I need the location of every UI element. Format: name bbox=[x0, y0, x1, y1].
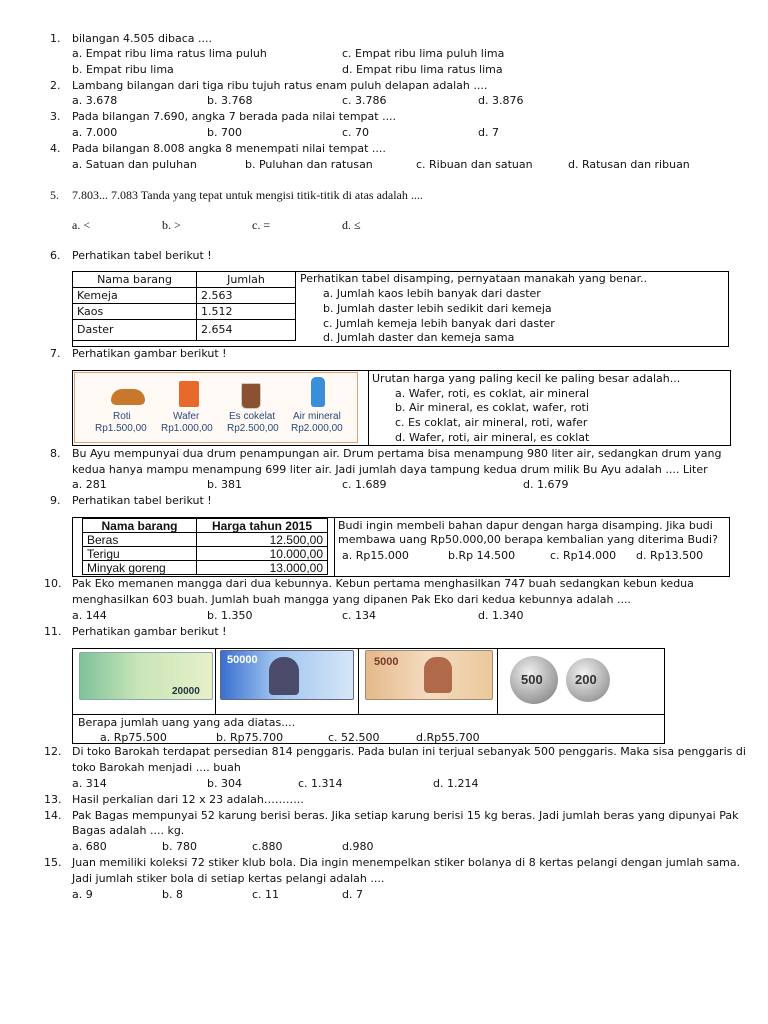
q9-cell: Minyak goreng bbox=[83, 561, 197, 575]
q5-option-b: b. > bbox=[162, 218, 181, 232]
q2-number: 2. bbox=[50, 79, 61, 92]
q5-option-d: d. ≤ bbox=[342, 218, 361, 232]
coin-200-label: 200 bbox=[575, 672, 597, 687]
q6-question: Perhatikan tabel disamping, pernyataan manakah yang benar.. bbox=[300, 272, 648, 285]
portrait-icon bbox=[424, 657, 452, 693]
q1-option-c: c. Empat ribu lima puluh lima bbox=[342, 47, 505, 60]
q4-text: Pada bilangan 8.008 angka 8 menempati nilai tempat .... bbox=[72, 142, 386, 155]
q8-option-b: b. 381 bbox=[207, 478, 242, 491]
q11-option-a: a. Rp75.500 bbox=[100, 731, 167, 744]
q3-option-d: d. 7 bbox=[478, 126, 499, 139]
q10-number: 10. bbox=[44, 577, 62, 590]
banknote-20000-label: 20000 bbox=[172, 686, 200, 697]
q10-text-line2: menghasilkan 603 buah. Jumlah buah mangga yang dipanen Pak Eko dari kedua kebunnya adalah .... bbox=[72, 593, 631, 606]
q6-cell: Kemeja bbox=[73, 288, 197, 304]
q12-text-line1: Di toko Barokah terdapat persedian 814 penggaris. Pada bulan ini terjual sebanyak 500 penggaris. Maka sisa penggaris di bbox=[72, 745, 746, 758]
q14-text-line1: Pak Bagas mempunyai 52 karung berisi beras. Jika setiap karung berisi 15 kg beras. Jadi jumlah beras yang dipunyai Pak bbox=[72, 809, 739, 822]
q4-option-c: c. Ribuan dan satuan bbox=[416, 158, 533, 171]
q7-price-picture bbox=[74, 372, 358, 443]
q7-option-c: c. Es coklat, air mineral, roti, wafer bbox=[395, 416, 588, 429]
q5-option-a: a. < bbox=[72, 218, 91, 232]
q11-question: Berapa jumlah uang yang ada diatas.... bbox=[78, 716, 296, 729]
item-name-chocolate: Es cokelat bbox=[229, 411, 276, 422]
q1-text: bilangan 4.505 dibaca .... bbox=[72, 32, 213, 45]
q9-cell: Beras bbox=[83, 533, 197, 547]
q11-row-divider bbox=[72, 714, 665, 715]
q11-option-b: b. Rp75.700 bbox=[216, 731, 284, 744]
q14-option-b: b. 780 bbox=[162, 840, 197, 853]
q4-option-b: b. Puluhan dan ratusan bbox=[245, 158, 373, 171]
q11-col-divider bbox=[497, 648, 498, 714]
q7-option-a: a. Wafer, roti, es coklat, air mineral bbox=[395, 387, 590, 400]
q9-option-b: b.Rp 14.500 bbox=[448, 549, 516, 562]
q9-option-a: a. Rp15.000 bbox=[342, 549, 409, 562]
q6-header-item: Nama barang bbox=[73, 272, 197, 288]
q2-text: Lambang bilangan dari tiga ribu tujuh ratus enam puluh delapan adalah .... bbox=[72, 79, 488, 92]
q14-option-c: c.880 bbox=[252, 840, 283, 853]
q9-option-c: c. Rp14.000 bbox=[550, 549, 617, 562]
q8-text-line2: kedua hanya mampu menampung 699 liter air. Jadi jumlah daya tampung kedua drum milik Bu Ayu adalah .... Liter bbox=[72, 463, 708, 476]
q7-number: 7. bbox=[50, 347, 61, 360]
q15-option-a: a. 9 bbox=[72, 888, 93, 901]
water-bottle-icon bbox=[311, 377, 325, 407]
q11-col-divider bbox=[215, 648, 216, 714]
q6-cell: 2.654 bbox=[197, 320, 296, 341]
q5-option-c: c. = bbox=[252, 218, 271, 232]
q8-number: 8. bbox=[50, 447, 61, 460]
item-name-wafer: Wafer bbox=[173, 411, 200, 422]
q9-divider bbox=[334, 517, 335, 577]
q6-cell: Kaos bbox=[73, 304, 197, 320]
q10-option-d: d. 1.340 bbox=[478, 609, 524, 622]
banknote-5000-label: 5000 bbox=[374, 656, 399, 668]
q15-number: 15. bbox=[44, 856, 62, 869]
q9-option-d: d. Rp13.500 bbox=[636, 549, 704, 562]
q6-cell: 2.563 bbox=[197, 288, 296, 304]
q12-number: 12. bbox=[44, 745, 62, 758]
q15-text-line1: Juan memiliki koleksi 72 stiker klub bola. Dia ingin menempelkan stiker bolanya di 8 kertas pelangi dengan jumlah sama. bbox=[72, 856, 741, 869]
q14-option-a: a. 680 bbox=[72, 840, 107, 853]
q6-text: Perhatikan tabel berikut ! bbox=[72, 249, 212, 262]
item-name-water: Air mineral bbox=[293, 411, 341, 422]
q5-number: 5. bbox=[50, 188, 59, 202]
q12-option-d: d. 1.214 bbox=[433, 777, 479, 790]
banknote-50000-label: 50000 bbox=[227, 654, 258, 666]
q10-option-c: c. 134 bbox=[342, 609, 377, 622]
q10-option-b: b. 1.350 bbox=[207, 609, 253, 622]
q9-cell: 12.500,00 bbox=[197, 533, 328, 547]
q15-option-d: d. 7 bbox=[342, 888, 363, 901]
q6-number: 6. bbox=[50, 249, 61, 262]
item-price-water: Rp2.000,00 bbox=[291, 423, 343, 434]
q2-option-b: b. 3.768 bbox=[207, 94, 253, 107]
q9-header-price: Harga tahun 2015 bbox=[197, 519, 328, 533]
q8-option-a: a. 281 bbox=[72, 478, 107, 491]
q12-option-a: a. 314 bbox=[72, 777, 107, 790]
q6-option-d: d. Jumlah daster dan kemeja sama bbox=[323, 331, 515, 344]
q1-option-a: a. Empat ribu lima ratus lima puluh bbox=[72, 47, 267, 60]
q10-option-a: a. 144 bbox=[72, 609, 107, 622]
q1-number: 1. bbox=[50, 32, 61, 45]
q9-cell: Terigu bbox=[83, 547, 197, 561]
q14-option-d: d.980 bbox=[342, 840, 374, 853]
q11-option-c: c. 52.500 bbox=[328, 731, 380, 744]
q10-text-line1: Pak Eko memanen mangga dari dua kebunnya. Kebun pertama menghasilkan 747 buah sedangkan kebun kedua bbox=[72, 577, 694, 590]
q9-cell: 13.000,00 bbox=[197, 561, 328, 575]
q6-option-c: c. Jumlah kemeja lebih banyak dari daster bbox=[323, 317, 555, 330]
coin-500-label: 500 bbox=[521, 672, 543, 687]
q11-number: 11. bbox=[44, 625, 62, 638]
q11-col-divider bbox=[358, 648, 359, 714]
q7-option-b: b. Air mineral, es coklat, wafer, roti bbox=[395, 401, 589, 414]
q11-text: Perhatikan gambar berikut ! bbox=[72, 625, 227, 638]
q9-header-item: Nama barang bbox=[83, 519, 197, 533]
q12-option-c: c. 1.314 bbox=[298, 777, 343, 790]
q2-option-d: d. 3.876 bbox=[478, 94, 524, 107]
q3-number: 3. bbox=[50, 110, 61, 123]
q9-cell: 10.000,00 bbox=[197, 547, 328, 561]
item-price-bread: Rp1.500,00 bbox=[95, 423, 147, 434]
bread-icon bbox=[111, 389, 145, 405]
q8-option-d: d. 1.679 bbox=[523, 478, 569, 491]
q9-table bbox=[82, 518, 328, 575]
q6-option-b: b. Jumlah daster lebih sedikit dari kemeja bbox=[323, 302, 552, 315]
q7-option-d: d. Wafer, roti, air mineral, es coklat bbox=[395, 431, 590, 444]
q9-number: 9. bbox=[50, 494, 61, 507]
item-name-bread: Roti bbox=[113, 411, 131, 422]
q9-question-line1: Budi ingin membeli bahan dapur dengan harga disamping. Jika budi bbox=[338, 519, 713, 532]
q4-number: 4. bbox=[50, 142, 61, 155]
q12-text-line2: toko Barokah menjadi .... buah bbox=[72, 761, 241, 774]
q4-option-d: d. Ratusan dan ribuan bbox=[568, 158, 690, 171]
q6-cell: 1.512 bbox=[197, 304, 296, 320]
wafer-icon bbox=[179, 381, 199, 407]
portrait-icon bbox=[269, 657, 299, 695]
q15-text-line2: Jadi jumlah stiker bola di setiap kertas pelangi adalah .... bbox=[72, 872, 385, 885]
q6-header-amount: Jumlah bbox=[197, 272, 296, 288]
q3-option-a: a. 7.000 bbox=[72, 126, 118, 139]
coin-200-icon bbox=[566, 658, 610, 702]
q7-question: Urutan harga yang paling kecil ke paling besar adalah... bbox=[372, 372, 681, 385]
q15-option-b: b. 8 bbox=[162, 888, 183, 901]
q2-option-c: c. 3.786 bbox=[342, 94, 387, 107]
q4-option-a: a. Satuan dan puluhan bbox=[72, 158, 197, 171]
q1-option-b: b. Empat ribu lima bbox=[72, 63, 174, 76]
q1-option-d: d. Empat ribu lima ratus lima bbox=[342, 63, 503, 76]
coin-500-icon bbox=[510, 656, 558, 704]
q6-option-a: a. Jumlah kaos lebih banyak dari daster bbox=[323, 287, 541, 300]
q13-number: 13. bbox=[44, 793, 62, 806]
chocolate-drink-icon bbox=[241, 383, 261, 409]
q6-cell: Daster bbox=[73, 320, 197, 341]
item-price-wafer: Rp1.000,00 bbox=[161, 423, 213, 434]
q15-option-c: c. 11 bbox=[252, 888, 280, 901]
q2-option-a: a. 3.678 bbox=[72, 94, 118, 107]
q11-option-d: d.Rp55.700 bbox=[416, 731, 480, 744]
q9-text: Perhatikan tabel berikut ! bbox=[72, 494, 212, 507]
q9-question-line2: membawa uang Rp50.000,00 berapa kembalian yang diterima Budi? bbox=[338, 533, 718, 546]
q3-option-b: b. 700 bbox=[207, 126, 242, 139]
item-price-chocolate: Rp2.500,00 bbox=[227, 423, 279, 434]
q3-text: Pada bilangan 7.690, angka 7 berada pada nilai tempat .... bbox=[72, 110, 397, 123]
q5-text: 7.803... 7.083 Tanda yang tepat untuk mengisi titik-titik di atas adalah .... bbox=[72, 188, 423, 202]
q13-text: Hasil perkalian dari 12 x 23 adalah……….. bbox=[72, 793, 304, 806]
q3-option-c: c. 70 bbox=[342, 126, 370, 139]
q6-table bbox=[72, 271, 296, 341]
q14-text-line2: Bagas adalah .... kg. bbox=[72, 824, 185, 837]
q8-option-c: c. 1.689 bbox=[342, 478, 387, 491]
q12-option-b: b. 304 bbox=[207, 777, 242, 790]
q7-text: Perhatikan gambar berikut ! bbox=[72, 347, 227, 360]
q14-number: 14. bbox=[44, 809, 62, 822]
q7-divider bbox=[368, 370, 369, 446]
q8-text-line1: Bu Ayu mempunyai dua drum penampungan air. Drum pertama bisa menampung 980 liter air, sedangkan drum yang bbox=[72, 447, 722, 460]
